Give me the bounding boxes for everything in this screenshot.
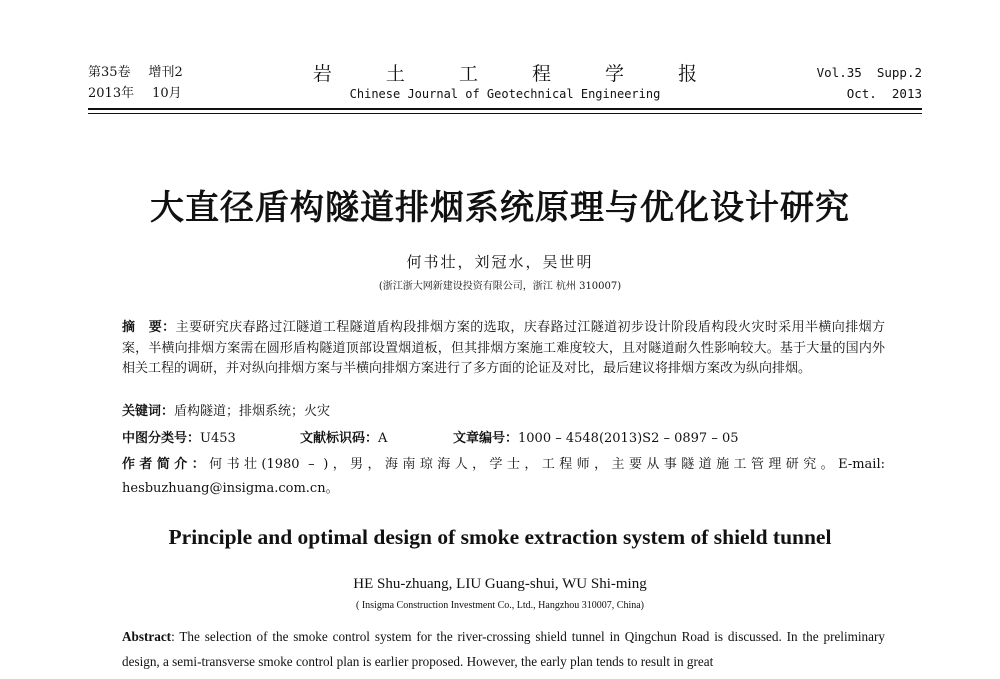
volume-cn: 第35卷	[88, 65, 131, 80]
abstract-en	[122, 624, 885, 674]
author-bio	[122, 453, 885, 501]
month-en: Oct.	[846, 86, 877, 101]
doc-code-value: A	[378, 431, 388, 446]
abstract-en-text: : The selection of the smoke control system for the river-crossing shield tunnel in Qingchun Road is discussed. In the preliminary design, a semi-transverse smoke control plan is earlier proposed. However, the early plan tends to result in great	[122, 629, 885, 669]
article-number-item	[453, 429, 739, 449]
clc-item	[122, 429, 236, 449]
year-cn: 2013年	[88, 86, 135, 101]
article-number-value: 1000 – 4548(2013)S2 – 0897 – 05	[518, 431, 739, 446]
header-rule-thin	[88, 113, 922, 114]
header-right	[817, 62, 922, 104]
authors-cn: 何书壮，刘冠水，吴世明	[406, 253, 594, 271]
abstract-cn	[122, 318, 885, 380]
doc-code-item	[300, 429, 387, 449]
article-number-label: 文章编号：	[453, 431, 519, 446]
affiliation-en: ( Insigma Construction Investment Co., Ltd., Hangzhou 310007, China)	[355, 600, 645, 611]
authors-en: HE Shu-zhuang, LIU Guang-shui, WU Shi-ming	[353, 576, 647, 592]
doc-code-label: 文献标识码：	[300, 431, 379, 446]
keywords	[122, 402, 330, 422]
month-cn: 10月	[152, 86, 182, 101]
journal-name	[88, 62, 922, 103]
journal-title-cn: 岩 土 工 程 学 报	[312, 63, 722, 85]
clc-label: 中图分类号：	[122, 431, 201, 446]
journal-title-en: Chinese Journal of Geotechnical Engineering	[349, 87, 661, 101]
volume-en: Vol.35	[816, 65, 862, 80]
paper-title-cn: 大直径盾构隧道排烟系统原理与优化设计研究	[150, 188, 850, 228]
paper-title-en: Principle and optimal design of smoke extraction system of shield tunnel	[168, 525, 832, 549]
abstract-cn-label: 摘 要：	[122, 320, 176, 335]
page-header	[88, 62, 922, 106]
clc-value: U453	[200, 431, 236, 446]
abstract-en-label: Abstract	[122, 629, 172, 644]
year-en: 2013	[891, 86, 922, 101]
keywords-label: 关键词：	[122, 404, 175, 419]
affiliation-cn: (浙江浙大网新建设投资有限公司，浙江 杭州 310007)	[378, 281, 622, 292]
header-rule-thick	[88, 108, 922, 110]
issue-cn: 增刊2	[148, 65, 183, 80]
bio-text: 何书壮(1980 – )，男，海南琼海人，学士，工程师，主要从事隧道施工管理研究。E-mail: hesbuzhuang@insigma.com.cn。	[122, 457, 885, 496]
abstract-cn-text: 主要研究庆春路过江隧道工程隧道盾构段排烟方案的选取，庆春路过江隧道初步设计阶段盾构段火灾时采用半横向排烟方案，半横向排烟方案需在圆形盾构隧道顶部设置烟道板，但其排烟方案施工难度较大，且对隧道耐久性影响较大。基于大量的国内外相关工程的调研，并对纵向排烟方案与半横向排烟方案进行了多方面的论证及对比，最后建议将排烟方案改为纵向排烟。	[122, 320, 885, 376]
bio-label: 作者简介：	[122, 457, 210, 472]
keywords-text: 盾构隧道；排烟系统；火灾	[174, 404, 331, 419]
supp-en: Supp.2	[876, 65, 922, 80]
